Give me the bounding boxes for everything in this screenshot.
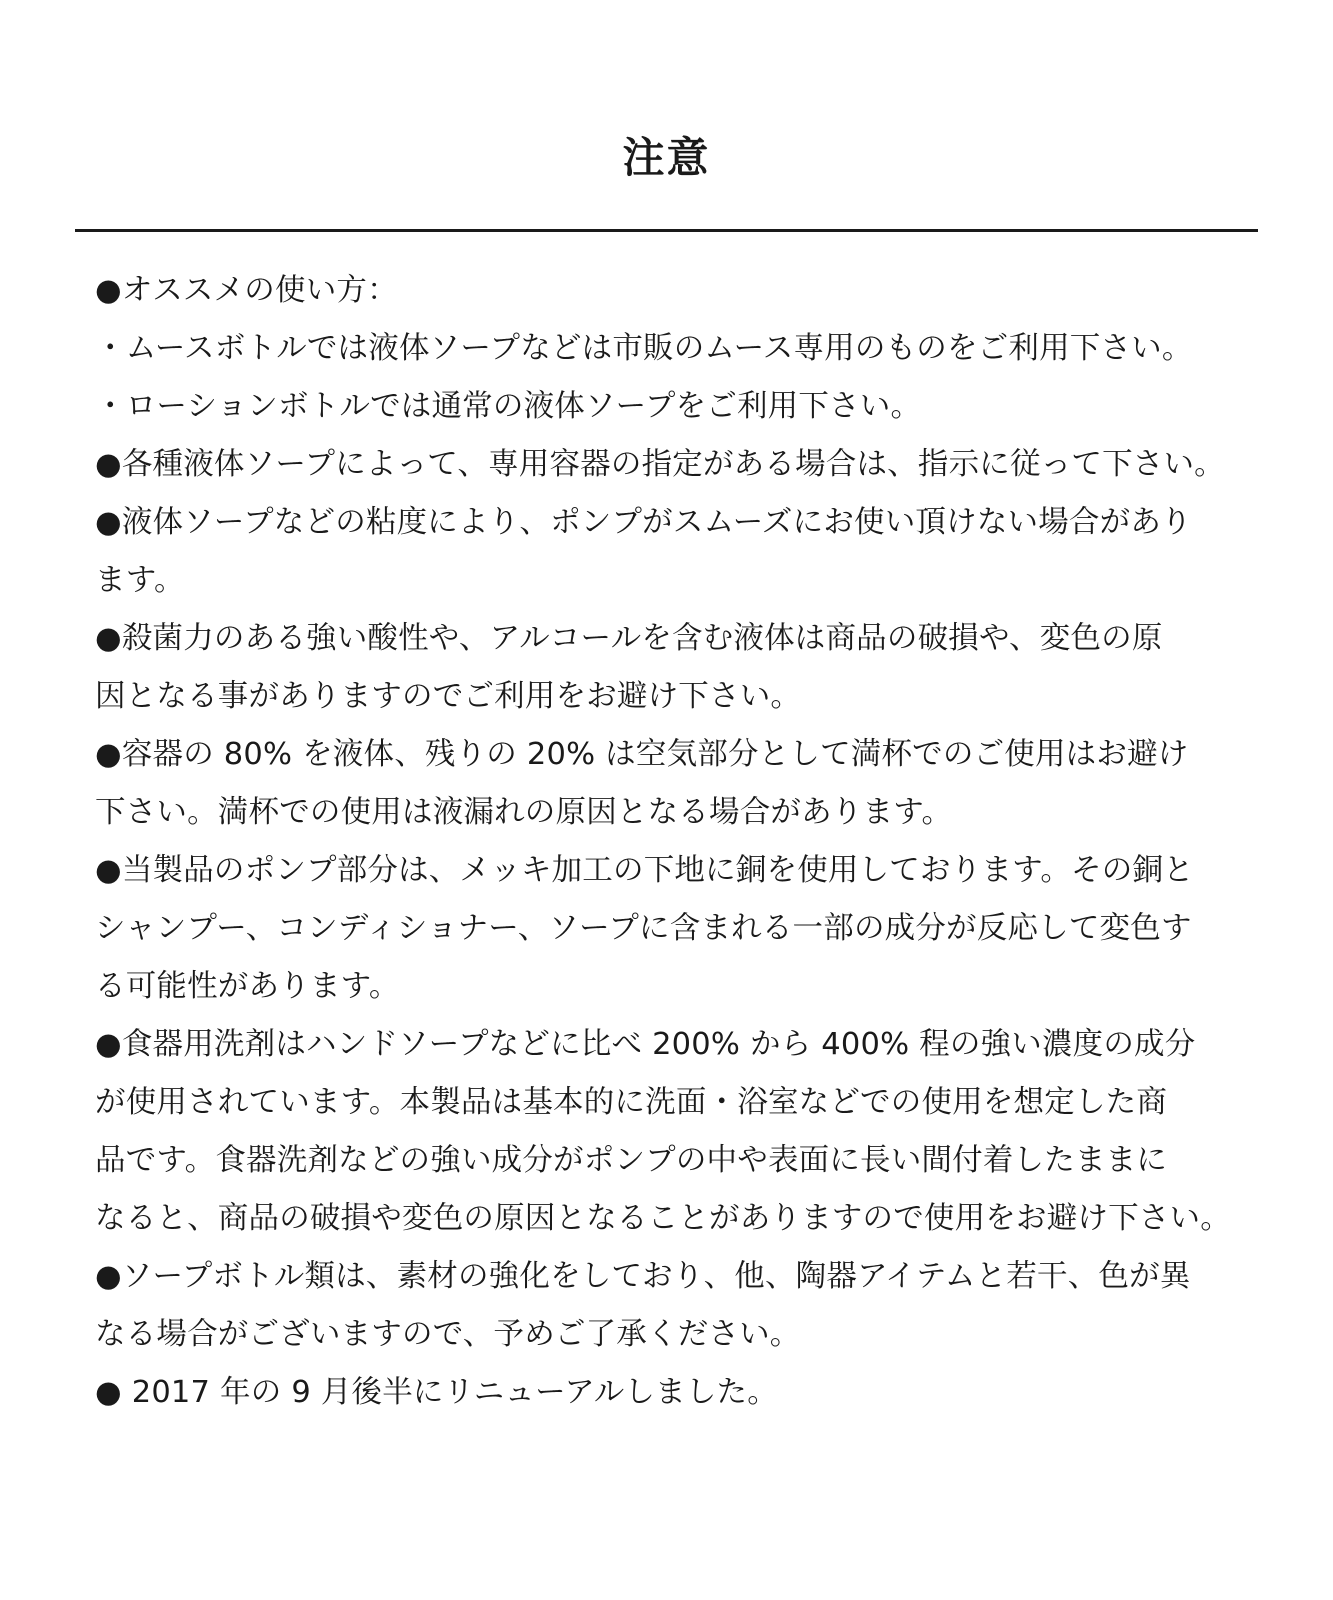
notice-line: なる場合がございますので、予めご了承ください。 <box>95 1317 801 1352</box>
notice-line: 因となる事がありますのでご利用をお避け下さい。 <box>95 679 802 714</box>
notice-line: ● 2017 年の 9 月後半にリニューアルしました。 <box>95 1375 778 1410</box>
notice-line: ●容器の 80% を液体、残りの 20% は空気部分として満杯でのご使用はお避け <box>95 737 1189 772</box>
notice-line: ●殺菌力のある強い酸性や、アルコールを含む液体は商品の破損や、変色の原 <box>95 621 1163 656</box>
notice-line: ・ローションボトルでは通常の液体ソープをご利用下さい。 <box>95 389 922 424</box>
notice-line: なると、商品の破損や変色の原因となることがありますので使用をお避け下さい。 <box>95 1201 1231 1236</box>
notice-line: ●ソープボトル類は、素材の強化をしており、他、陶器アイテムと若干、色が異 <box>95 1259 1191 1294</box>
page-title: 注意 <box>622 133 711 182</box>
notice-list <box>95 262 1255 1422</box>
notice-line: ●食器用洗剤はハンドソープなどに比べ 200% から 400% 程の強い濃度の成分 <box>95 1027 1196 1062</box>
notice-line: る可能性があります。 <box>95 969 400 1004</box>
notice-line: シャンプー、コンディショナー、ソープに含まれる一部の成分が反応して変色す <box>95 911 1192 946</box>
notice-line: ●液体ソープなどの粘度により、ポンプがスムーズにお使い頂けない場合があり <box>95 505 1192 540</box>
notice-line: ●当製品のポンプ部分は、メッキ加工の下地に銅を使用しております。その銅と <box>95 853 1194 888</box>
notice-line: ます。 <box>95 563 185 598</box>
title-divider <box>75 229 1258 232</box>
notice-line: ●オススメの使い方： <box>95 273 398 308</box>
notice-line: 品です。食器洗剤などの強い成分がポンプの中や表面に長い間付着したままに <box>95 1143 1168 1178</box>
notice-line: ・ムースボトルでは液体ソープなどは市販のムース専用のものをご利用下さい。 <box>95 331 1193 366</box>
notice-line: 下さい。満杯での使用は液漏れの原因となる場合があります。 <box>95 795 953 830</box>
notice-line: が使用されています。本製品は基本的に洗面・浴室などでの使用を想定した商 <box>95 1085 1168 1120</box>
notice-line: ●各種液体ソープによって、専用容器の指定がある場合は、指示に従って下さい。 <box>95 447 1225 482</box>
